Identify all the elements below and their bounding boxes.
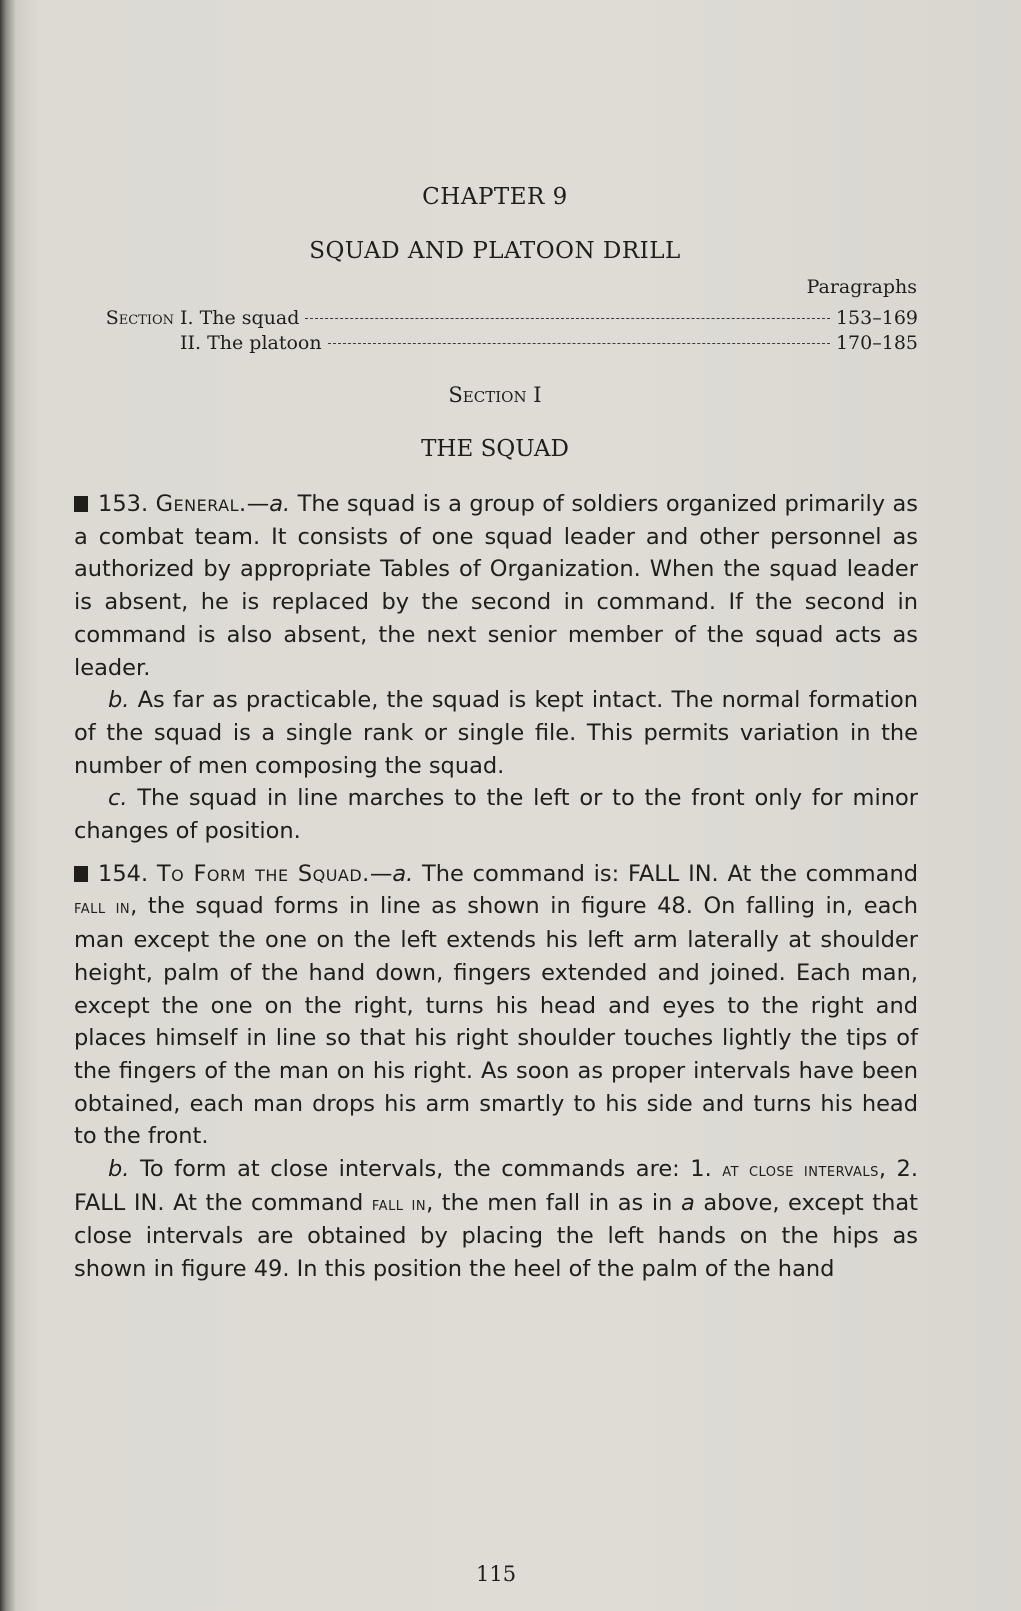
subparagraph-letter: c. [108, 785, 128, 812]
paragraph-text: The squad is a group of soldiers organized primarily as a combat team. It consists of one squad leader and other personnel as authorized by appropriate Tables of Organization. When the squad leader is absent, he is replaced by the second in command. If the second in command is also absent, the next senior member of the squad acts as leader. [74, 491, 919, 681]
toc-header: Paragraphs [806, 276, 917, 298]
paragraph-154b [74, 1153, 918, 1286]
command-text: fall in [371, 1192, 427, 1215]
paragraph-text: , the squad forms in line as shown in figure 48. On falling in, each man except the one on the left extends his left arm laterally at shoulder height, palm of the hand down, fingers extended and joined. Each man, except the one on the right, turns his head and eyes to the right and places himself in line so that his right shoulder touches lightly the tips of the fingers of the man on his right. As soon as proper intervals have been obtained, each man drops his arm smartly to his side and turns his head to the front. [74, 893, 918, 1150]
paragraph-text: , the men fall in as in [426, 1189, 673, 1216]
section-title: THE SQUAD [421, 436, 569, 462]
paragraph-text: The command is: FALL IN. At the command [422, 860, 918, 887]
subparagraph-letter: b. [108, 1156, 130, 1183]
toc-paragraph-range: 153–169 [835, 307, 918, 329]
paragraph-153a [74, 488, 918, 684]
paragraph-marker-icon [74, 496, 88, 512]
toc-label: II. The platoon [180, 332, 322, 354]
paragraph-text: To form at close intervals, the commands are: 1. [139, 1156, 712, 1183]
section-label: Section I [448, 383, 542, 407]
toc-row [74, 307, 918, 331]
chapter-title: SQUAD AND PLATOON DRILL [309, 238, 681, 264]
paragraph-text: above, except that close intervals are obtained by placing the left hands on the hips as shown in figure 49. In this position the heel of the palm of the hand [74, 1189, 918, 1283]
toc-leader-dots [328, 343, 830, 344]
chapter-number: CHAPTER 9 [422, 184, 568, 210]
paragraph-text: , 2. FALL IN. At the command [74, 1156, 919, 1216]
subparagraph-letter: a. [392, 860, 414, 887]
cross-reference: a [680, 1189, 695, 1216]
subparagraph-letter: a. [269, 491, 291, 517]
paragraph-marker-icon [74, 866, 88, 882]
paragraph-153b [74, 684, 918, 782]
toc-row [74, 332, 918, 356]
command-text: at close intervals [722, 1159, 879, 1182]
heading-dash: — [369, 860, 393, 887]
paragraph-text: The squad in line marches to the left or to the front only for minor changes of position. [74, 785, 919, 845]
toc-paragraph-range: 170–185 [835, 332, 918, 354]
subparagraph-letter: b. [108, 687, 130, 714]
paragraph-154a [74, 858, 918, 1153]
paragraph-number: 153. [98, 491, 149, 517]
page-number: 115 [476, 1562, 517, 1586]
toc-section-word: Section [105, 307, 174, 329]
paragraph-heading: General. [155, 491, 247, 517]
paragraph-heading: To Form the Squad. [156, 860, 370, 887]
paragraph-153c [74, 782, 918, 847]
heading-dash: — [246, 491, 270, 517]
paragraph-number: 154. [98, 860, 149, 887]
paragraph-text: As far as practicable, the squad is kept intact. The normal formation of the squad is a single rank or single file. This permits variation in the number of men composing the squad. [74, 687, 918, 779]
toc-label: I. The squad [180, 307, 300, 329]
toc-leader-dots [305, 318, 830, 319]
body-text [74, 488, 918, 1286]
command-text: fall in [74, 896, 131, 919]
